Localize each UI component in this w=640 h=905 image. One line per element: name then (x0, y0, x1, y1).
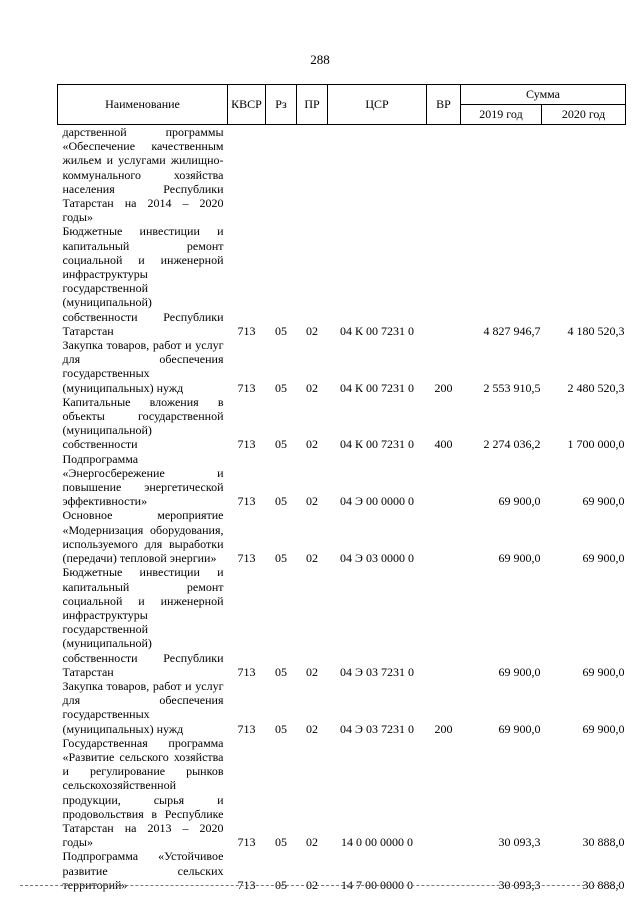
header-pr: ПР (297, 85, 328, 125)
cell-csr: 04 Э 03 0000 0 (340, 551, 414, 566)
cell-vr: 400 (434, 437, 453, 452)
cell-vr: 200 (434, 380, 453, 395)
cell-sum-2020 (542, 125, 626, 225)
page-number: 288 (310, 52, 330, 67)
cell-rz: 05 (275, 835, 287, 850)
header-sum: Сумма (461, 85, 626, 105)
cell-name: Подпрограмма «Устойчивое развитие сельских территорий» (62, 849, 224, 892)
cell-csr (328, 125, 427, 225)
cell-kvsr: 713 (237, 721, 256, 736)
cell-sum-2019 (461, 125, 542, 225)
cell-name: Бюджетные инвестиции и капитальный ремонт социальной и инженерной инфраструктуры государственной (муниципальной) собственности Республики Татарстан (62, 565, 224, 679)
table-row (58, 508, 626, 565)
cell-sum-2019: 2 553 910,5 (483, 380, 541, 395)
cell-csr: 04 К 00 7231 0 (339, 437, 414, 452)
table-header (58, 85, 626, 125)
cell-name: Капитальные вложения в объекты государственной (муниципальной) собственности (62, 394, 224, 452)
cell-kvsr: 713 (237, 835, 256, 850)
header-rz: Рз (266, 85, 297, 125)
cell-sum-2019: 69 900,0 (498, 494, 541, 509)
table-row (58, 125, 626, 225)
cell-vr (427, 125, 461, 225)
cell-sum-2019: 69 900,0 (498, 721, 541, 736)
cell-pr: 02 (306, 323, 318, 338)
cell-kvsr (228, 125, 266, 225)
cell-name: Подпрограмма «Энергосбережение и повышение энергетической эффективности» (62, 451, 224, 509)
cell-rz: 05 (275, 877, 287, 892)
table-row (58, 736, 626, 850)
cell-pr (297, 125, 328, 225)
cell-sum-2019: 69 900,0 (498, 664, 541, 679)
cell-rz: 05 (275, 664, 287, 679)
header-vr: ВР (427, 85, 461, 125)
cell-pr: 02 (306, 835, 318, 850)
cell-kvsr: 713 (237, 437, 256, 452)
cell-pr: 02 (306, 664, 318, 679)
table-row (58, 565, 626, 679)
cell-csr: 04 К 00 7231 0 (339, 323, 414, 338)
cell-kvsr: 713 (237, 323, 256, 338)
cell-sum-2019: 30 093,3 (498, 877, 541, 892)
cell-csr: 14 7 00 0000 0 (341, 877, 413, 892)
cell-csr: 04 Э 03 7231 0 (340, 664, 414, 679)
cell-name: дарственной программы «Обеспечение качественным жильем и услугами жилищно-коммунального хозяйства населения Республики Татарстан на 2014 – 2020 годы» (62, 125, 224, 225)
cell-pr: 02 (306, 437, 318, 452)
cell-rz: 05 (275, 437, 287, 452)
cell-sum-2020: 69 900,0 (582, 494, 625, 509)
cell-kvsr: 713 (237, 877, 256, 892)
table-row (58, 679, 626, 736)
cell-rz: 05 (275, 323, 287, 338)
cell-pr: 02 (306, 380, 318, 395)
cell-sum-2019: 69 900,0 (498, 551, 541, 566)
cell-kvsr: 713 (237, 380, 256, 395)
budget-table (57, 84, 626, 892)
cell-rz: 05 (275, 380, 287, 395)
cell-kvsr: 713 (237, 551, 256, 566)
cell-pr: 02 (306, 551, 318, 566)
table-body (58, 125, 626, 892)
table-row (58, 395, 626, 452)
cell-sum-2019: 4 827 946,7 (483, 323, 541, 338)
cell-pr: 02 (306, 494, 318, 509)
cell-name: Бюджетные инвестиции и капитальный ремонт социальной и инженерной инфраструктуры государственной (муниципальной) собственности Республики Татарстан (62, 224, 224, 338)
cell-csr: 14 0 00 0000 0 (341, 835, 413, 850)
cell-sum-2020: 4 180 520,3 (567, 323, 625, 338)
cell-rz: 05 (275, 721, 287, 736)
cell-vr (427, 736, 461, 850)
cell-csr: 04 Э 03 7231 0 (340, 721, 414, 736)
cell-sum-2019: 30 093,3 (498, 835, 541, 850)
cell-rz: 05 (275, 551, 287, 566)
header-csr: ЦСР (328, 85, 427, 125)
table-row (58, 452, 626, 509)
cell-sum-2020: 69 900,0 (582, 664, 625, 679)
header-kvsr: КВСР (228, 85, 266, 125)
cell-sum-2020: 30 888,0 (582, 877, 625, 892)
cell-name: Закупка товаров, работ и услуг для обеспечения государственных (муниципальных) нужд (62, 678, 224, 736)
cell-vr (427, 508, 461, 565)
header-year-2019: 2019 год (461, 105, 542, 125)
cell-sum-2020: 69 900,0 (582, 721, 625, 736)
cell-vr: 200 (434, 721, 453, 736)
cell-sum-2020: 1 700 000,0 (567, 437, 625, 452)
cell-sum-2020: 69 900,0 (582, 551, 625, 566)
cell-sum-2020: 2 480 520,3 (567, 380, 625, 395)
cell-kvsr: 713 (237, 494, 256, 509)
cell-kvsr: 713 (237, 664, 256, 679)
cell-name: Государственная программа «Развитие сельского хозяйства и регулирование рынков сельскохозяйственной продукции, сырья и продовольствия в Республике Татарстан на 2013 – 2020 годы» (62, 735, 224, 850)
cell-csr: 04 К 00 7231 0 (339, 380, 414, 395)
cell-rz: 05 (275, 494, 287, 509)
cell-name: Основное мероприятие «Модернизация оборудования, используемого для выработки (передачи) тепловой энергии» (62, 508, 224, 566)
cell-rz (266, 125, 297, 225)
header-year-2020: 2020 год (542, 105, 626, 125)
bottom-dashed-line (20, 885, 620, 886)
cell-sum-2020: 30 888,0 (582, 835, 625, 850)
cell-vr (427, 224, 461, 338)
cell-vr (427, 452, 461, 509)
cell-vr (427, 565, 461, 679)
cell-pr: 02 (306, 721, 318, 736)
cell-csr: 04 Э 00 0000 0 (340, 494, 414, 509)
table-row (58, 338, 626, 395)
cell-pr: 02 (306, 877, 318, 892)
cell-sum-2019: 2 274 036,2 (483, 437, 541, 452)
cell-name: Закупка товаров, работ и услуг для обеспечения государственных (муниципальных) нужд (62, 338, 224, 395)
table-row (58, 224, 626, 338)
header-name: Наименование (58, 85, 228, 125)
